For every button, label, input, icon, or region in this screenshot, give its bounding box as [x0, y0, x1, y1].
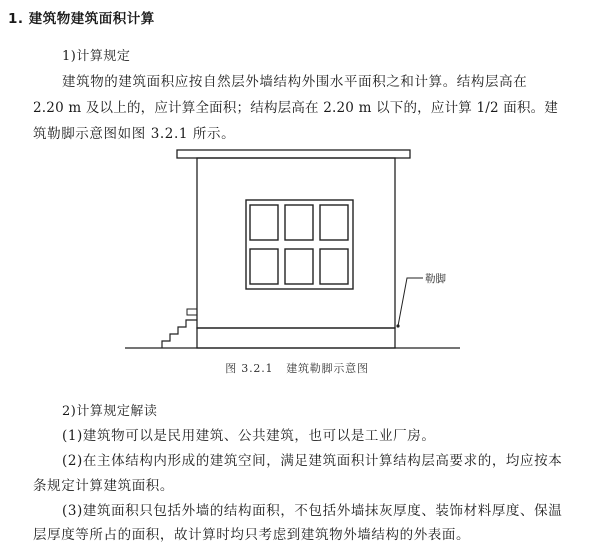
- window-pane: [285, 205, 313, 240]
- window-pane: [320, 249, 348, 284]
- leader-dot: [396, 324, 399, 327]
- window-pane: [250, 249, 278, 284]
- figure-caption: [0, 360, 594, 376]
- interpretation-line-3: 条规定计算建筑面积。: [33, 478, 174, 494]
- figure-title: 建筑勒脚示意图: [286, 362, 369, 375]
- side-ledge: [187, 309, 197, 315]
- interpretation-heading: 2)计算规定解读: [62, 404, 158, 419]
- window-frame: [246, 200, 353, 289]
- section-title: 1. 建筑物建筑面积计算: [8, 11, 155, 27]
- window-pane: [285, 249, 313, 284]
- interpretation-line-4: (3)建筑面积只包括外墙的结构面积，不包括外墙抹灰厚度、装饰材料厚度、保温: [62, 503, 563, 519]
- rules-line-3: 筑勒脚示意图如图 3.2.1 所示。: [33, 126, 236, 142]
- rules-heading: 1)计算规定: [62, 49, 131, 64]
- leader-line: [398, 278, 423, 326]
- plinth: [197, 328, 395, 348]
- figure-number: 图 3.2.1: [225, 362, 274, 375]
- rules-line-2: 2.20 m 及以上的，应计算全面积；结构层高在 2.20 m 以下的，应计算 1/2 面积。建: [33, 100, 559, 116]
- interpretation-line-5: 层厚度等所占的面积，故计算时均只考虑到建筑物外墙结构的外表面。: [33, 527, 471, 543]
- window-pane: [320, 205, 348, 240]
- window-pane: [250, 205, 278, 240]
- interpretation-line-1: (1)建筑物可以是民用建筑、公共建筑，也可以是工业厂房。: [62, 428, 436, 444]
- entrance-steps: [162, 320, 197, 348]
- roof-slab: [177, 150, 410, 158]
- interpretation-line-2: (2)在主体结构内形成的建筑空间，满足建筑面积计算结构层高要求的，均应按本: [62, 453, 563, 469]
- building-wall: [197, 158, 395, 328]
- rules-line-1: 建筑物的建筑面积应按自然层外墙结构外围水平面积之和计算。结构层高在: [62, 74, 528, 90]
- plinth-label: 勒脚: [425, 273, 446, 285]
